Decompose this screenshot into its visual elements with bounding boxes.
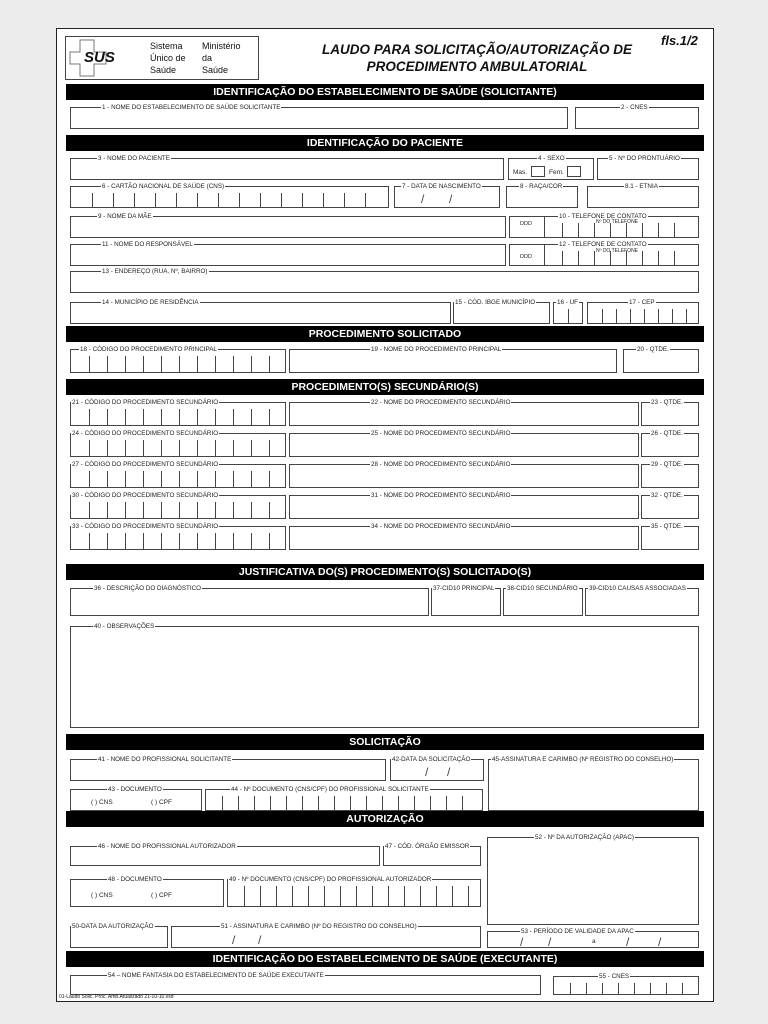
code-digit-divider <box>269 409 270 425</box>
code-digit-divider <box>233 533 234 549</box>
code-digit-divider <box>143 440 144 456</box>
code-digit-divider <box>143 409 144 425</box>
sus-brand: SUS <box>84 49 115 66</box>
sec-code-label: 24 - CÓDIGO DO PROCEDIMENTO SECUNDÁRIO <box>72 430 219 437</box>
code-digit-divider <box>161 409 162 425</box>
title-line1: LAUDO PARA SOLICITAÇÃO/AUTORIZAÇÃO DE <box>322 42 632 57</box>
sec-code-field[interactable] <box>70 492 286 519</box>
code-digit-divider <box>215 471 216 487</box>
section-secundarios: PROCEDIMENTO(S) SECUNDÁRIO(S) <box>66 379 704 395</box>
field-1[interactable] <box>70 104 568 129</box>
label-ddd-10: DDD <box>520 221 532 227</box>
field-8-1[interactable] <box>587 183 699 208</box>
field-40-observacoes[interactable] <box>70 623 699 728</box>
field-41[interactable] <box>70 756 386 781</box>
field-44[interactable] <box>205 786 483 811</box>
sec-qty-label: 32 - QTDE. <box>651 492 683 499</box>
cns-digit-divider <box>281 193 282 207</box>
label-11: 11 - NOME DO RESPONSÁVEL <box>102 241 193 248</box>
label-fem: Fem. <box>549 169 564 176</box>
label-8-1: 8.1 - ETNIA <box>625 183 658 190</box>
label-38: 38-CID10 SECUNDÁRIO <box>507 585 578 592</box>
label-44: 44 - Nº DOCUMENTO (CNS/CPF) DO PROFISSIONAL SOLICITANTE <box>231 786 429 793</box>
code-digit-divider <box>233 471 234 487</box>
sec-code-field[interactable] <box>70 430 286 457</box>
code-digit-divider <box>107 471 108 487</box>
code-digit-divider <box>107 409 108 425</box>
field-12[interactable] <box>509 241 699 266</box>
label-tel-10: Nº DO TELEFONE <box>596 219 639 225</box>
label-tel-12: Nº DO TELEFONE <box>596 248 639 254</box>
section-solicitante: IDENTIFICAÇÃO DO ESTABELECIMENTO DE SAÚDE (SOLICITANTE) <box>66 84 704 100</box>
label-52: 52 - Nº DA AUTORIZAÇÃO (APAC) <box>535 834 634 841</box>
form-title <box>287 41 667 75</box>
cns-digit-divider <box>302 193 303 207</box>
code-digit-divider <box>125 471 126 487</box>
sec-qty-field[interactable] <box>641 523 699 550</box>
code-digit-divider <box>215 533 216 549</box>
code-digit-divider <box>215 440 216 456</box>
sus-logo <box>65 36 259 80</box>
field-47[interactable] <box>383 843 481 866</box>
label-13: 13 - ENDEREÇO (RUA, Nº, BAIRRO) <box>102 268 208 275</box>
sec-code-field[interactable] <box>70 523 286 550</box>
logo-line3b: Saúde <box>202 65 229 75</box>
logo-line1a: Sistema <box>150 41 183 51</box>
label-5: 5 - Nº DO PRONTUÁRIO <box>609 155 680 162</box>
field-49[interactable] <box>227 876 481 907</box>
code-digit-divider <box>89 533 90 549</box>
field-45[interactable] <box>488 756 699 811</box>
option-cpf-43[interactable]: ( ) CPF <box>151 799 172 806</box>
code-digit-divider <box>179 471 180 487</box>
label-55: 55 - CNES <box>599 973 630 980</box>
field-37[interactable] <box>431 585 501 616</box>
label-4: 4 - SEXO <box>538 155 565 162</box>
section-justificativa: JUSTIFICATIVA DO(S) PROCEDIMENTO(S) SOLICITADO(S) <box>66 564 704 580</box>
sec-qty-field[interactable] <box>641 399 699 426</box>
code-digit-divider <box>251 471 252 487</box>
code-digit-divider <box>179 533 180 549</box>
code-digit-divider <box>197 440 198 456</box>
sec-code-label: 21 - CÓDIGO DO PROCEDIMENTO SECUNDÁRIO <box>72 399 219 406</box>
logo-line2b: da <box>202 53 213 63</box>
code-digit-divider <box>89 502 90 518</box>
sec-code-field[interactable] <box>70 461 286 488</box>
field-39[interactable] <box>585 585 699 616</box>
sec-name-label: 28 - NOME DO PROCEDIMENTO SECUNDÁRIO <box>371 461 511 468</box>
label-43: 43 - DOCUMENTO <box>108 786 162 793</box>
sec-name-label: 34 - NOME DO PROCEDIMENTO SECUNDÁRIO <box>371 523 511 530</box>
code-digit-divider <box>269 440 270 456</box>
label-42: 42-DATA DA SOLICITAÇÃO <box>392 756 471 763</box>
field-53[interactable]: 53 - PERÍODO DE VALIDADE DA APAC / / a / / <box>487 931 699 948</box>
code-digit-divider <box>251 440 252 456</box>
code-digit-divider <box>251 409 252 425</box>
label-7: 7 - DATA DE NASCIMENTO <box>402 183 481 190</box>
code-digit-divider <box>179 409 180 425</box>
code-digit-divider <box>179 502 180 518</box>
label-45: 45-ASSINATURA E CARIMBO (Nº REGISTRO DO CONSELHO) <box>492 756 674 763</box>
code-digit-divider <box>197 502 198 518</box>
option-cns-48[interactable]: ( ) CNS <box>91 892 113 899</box>
field-36[interactable] <box>70 585 429 616</box>
code-digit-divider <box>215 502 216 518</box>
option-cns-43[interactable]: ( ) CNS <box>91 799 113 806</box>
label-17: 17 - CEP <box>629 299 655 306</box>
field-16[interactable] <box>553 299 583 324</box>
code-digit-divider <box>125 533 126 549</box>
code-digit-divider <box>197 471 198 487</box>
code-digit-divider <box>161 471 162 487</box>
sec-name-field[interactable] <box>289 399 639 426</box>
page-number: fls.1/2 <box>661 33 698 48</box>
label-48: 48 - DOCUMENTO <box>108 876 162 883</box>
code-digit-divider <box>107 533 108 549</box>
field-2-cnes[interactable] <box>575 104 699 129</box>
label-ddd-12: DDD <box>520 254 532 260</box>
code-digit-divider <box>89 409 90 425</box>
section-paciente: IDENTIFICAÇÃO DO PACIENTE <box>66 135 704 151</box>
logo-line1b: Ministério <box>202 41 241 51</box>
cns-digit-divider <box>344 193 345 207</box>
code-digit-divider <box>125 440 126 456</box>
label-1: 1 - NOME DO ESTABELECIMENTO DE SAÚDE SOLICITANTE <box>102 104 281 111</box>
sec-qty-field[interactable] <box>641 430 699 457</box>
label-46: 46 - NOME DO PROFISSIONAL AUTORIZADOR <box>98 843 236 850</box>
ministerio-text <box>202 40 241 76</box>
sec-name-field[interactable] <box>289 461 639 488</box>
sec-qty-field[interactable] <box>641 492 699 519</box>
label-50: 50-DATA DA AUTORIZAÇÃO <box>72 923 154 930</box>
form-page <box>56 28 714 1002</box>
cns-digit-divider <box>323 193 324 207</box>
field-46[interactable] <box>70 843 380 866</box>
sec-qty-label: 35 - QTDE. <box>651 523 683 530</box>
field-20[interactable] <box>623 346 699 373</box>
cns-digit-divider <box>365 193 366 207</box>
field-14[interactable] <box>70 299 451 324</box>
cns-digit-divider <box>113 193 114 207</box>
sec-qty-label: 26 - QTDE. <box>651 430 683 437</box>
cns-digit-divider <box>176 193 177 207</box>
sec-code-label: 27 - CÓDIGO DO PROCEDIMENTO SECUNDÁRIO <box>72 461 219 468</box>
field-50[interactable] <box>70 923 168 948</box>
code-digit-divider <box>269 533 270 549</box>
cns-digit-divider <box>92 193 93 207</box>
field-15[interactable] <box>453 299 550 324</box>
code-digit-divider <box>125 502 126 518</box>
sec-qty-label: 23 - QTDE. <box>651 399 683 406</box>
field-54[interactable] <box>70 972 541 995</box>
code-digit-divider <box>107 502 108 518</box>
code-digit-divider <box>143 471 144 487</box>
cns-digit-divider <box>260 193 261 207</box>
sec-name-field[interactable] <box>289 430 639 457</box>
label-41: 41 - NOME DO PROFISSIONAL SOLICITANTE <box>98 756 232 763</box>
code-digit-divider <box>269 471 270 487</box>
code-digit-divider <box>161 533 162 549</box>
field-3[interactable] <box>70 155 504 180</box>
code-digit-divider <box>233 409 234 425</box>
section-solicitacao: SOLICITAÇÃO <box>66 734 704 750</box>
code-digit-divider <box>269 502 270 518</box>
field-4-sexo[interactable] <box>508 155 594 180</box>
code-digit-divider <box>107 440 108 456</box>
field-19[interactable] <box>289 346 617 373</box>
checkbox-fem[interactable] <box>567 166 581 177</box>
field-18[interactable] <box>70 346 286 373</box>
label-54: 54 – NOME FANTASIA DO ESTABELECIMENTO DE SAÚDE EXECUTANTE <box>108 972 324 979</box>
field-38[interactable] <box>503 585 583 616</box>
code-digit-divider <box>197 409 198 425</box>
cns-digit-divider <box>155 193 156 207</box>
label-37: 37-CID10 PRINCIPAL <box>433 585 495 592</box>
sec-name-label: 25 - NOME DO PROCEDIMENTO SECUNDÁRIO <box>371 430 511 437</box>
title-line2: PROCEDIMENTO AMBULATORIAL <box>366 59 588 74</box>
sec-code-field[interactable] <box>70 399 286 426</box>
label-20: 20 - QTDE. <box>637 346 669 353</box>
sistema-text <box>150 40 186 76</box>
section-executante: IDENTIFICAÇÃO DO ESTABELECIMENTO DE SAÚDE (EXECUTANTE) <box>66 951 704 967</box>
label-40: 40 - OBSERVAÇÕES <box>94 623 155 630</box>
label-53: 53 - PERÍODO DE VALIDADE DA APAC <box>521 928 634 935</box>
section-procedimento: PROCEDIMENTO SOLICITADO <box>66 326 704 342</box>
footer-text: 01-Laudo Solic. Proc. Amb.Atualizado 21-10-10.vsd <box>59 994 174 1000</box>
label-14: 14 - MUNICÍPIO DE RESIDÊNCIA <box>102 299 199 306</box>
field-17-cep[interactable] <box>587 299 699 324</box>
cns-digit-divider <box>239 193 240 207</box>
code-digit-divider <box>251 533 252 549</box>
label-51: 51 - ASSINATURA E CARIMBO (Nº DO REGISTRO DO CONSELHO) <box>221 923 417 930</box>
field-51[interactable]: 51 - ASSINATURA E CARIMBO (Nº DO REGISTRO DO CONSELHO) / / <box>171 926 481 948</box>
sec-qty-label: 29 - QTDE. <box>651 461 683 468</box>
label-53-a: a <box>592 938 596 945</box>
code-digit-divider <box>89 471 90 487</box>
section-autorizacao: AUTORIZAÇÃO <box>66 811 704 827</box>
label-49: 49 - Nº DOCUMENTO (CNS/CPF) DO PROFISSIONAL AUTORIZADOR <box>229 876 432 883</box>
label-36: 36 - DESCRIÇÃO DO DIAGNÓSTICO <box>94 585 202 592</box>
code-digit-divider <box>179 440 180 456</box>
option-cpf-48[interactable]: ( ) CPF <box>151 892 172 899</box>
field-8[interactable] <box>506 183 578 208</box>
label-8: 8 - RAÇA/COR <box>520 183 563 190</box>
field-5[interactable] <box>597 155 699 180</box>
sec-name-field[interactable] <box>289 523 639 550</box>
code-digit-divider <box>215 409 216 425</box>
field-10[interactable] <box>509 213 699 238</box>
label-6: 6 - CARTÃO NACIONAL DE SAÚDE (CNS) <box>102 183 225 190</box>
field-7[interactable]: 7 - DATA DE NASCIMENTO / / <box>394 186 500 208</box>
logo-line2a: Único de <box>150 53 186 63</box>
label-19: 19 - NOME DO PROCEDIMENTO PRINCIPAL <box>371 346 502 353</box>
label-3: 3 - NOME DO PACIENTE <box>98 155 170 162</box>
code-digit-divider <box>143 533 144 549</box>
code-digit-divider <box>233 440 234 456</box>
sec-name-label: 22 - NOME DO PROCEDIMENTO SECUNDÁRIO <box>371 399 511 406</box>
cns-digit-divider <box>134 193 135 207</box>
label-47: 47 - CÓD. ÓRGÃO EMISSOR <box>385 843 470 850</box>
code-digit-divider <box>251 502 252 518</box>
label-9: 9 - NOME DA MÃE <box>98 213 152 220</box>
label-2: 2 - CNES <box>621 104 648 111</box>
label-mas: Mas. <box>513 169 528 176</box>
code-digit-divider <box>161 502 162 518</box>
field-43[interactable] <box>70 786 202 811</box>
cns-digit-divider <box>218 193 219 207</box>
label-18: 18 - CÓDIGO DO PROCEDIMENTO PRINCIPAL <box>80 346 217 353</box>
label-15: 15 - CÓD. IBGE MUNICÍPIO <box>455 299 536 306</box>
label-12: 12 - TELEFONE DE CONTATO <box>559 241 647 248</box>
field-55-cnes[interactable] <box>553 973 699 995</box>
cns-segments <box>71 187 388 207</box>
code-digit-divider <box>161 440 162 456</box>
sec-qty-field[interactable] <box>641 461 699 488</box>
field-52[interactable] <box>487 834 699 925</box>
logo-line3a: Saúde <box>150 65 177 75</box>
label-10: 10 - TELEFONE DE CONTATO <box>559 213 647 220</box>
code-digit-divider <box>89 440 90 456</box>
sec-name-field[interactable] <box>289 492 639 519</box>
checkbox-mas[interactable] <box>531 166 545 177</box>
field-13[interactable] <box>70 268 699 293</box>
label-39: 39-CID10 CAUSAS ASSOCIADAS <box>589 585 686 592</box>
field-11[interactable] <box>70 241 506 266</box>
field-48[interactable] <box>70 876 224 907</box>
field-6-cns[interactable] <box>70 183 389 208</box>
code-digit-divider <box>197 533 198 549</box>
field-42[interactable]: 42-DATA DA SOLICITAÇÃO / / <box>390 759 484 781</box>
sec-code-label: 30 - CÓDIGO DO PROCEDIMENTO SECUNDÁRIO <box>72 492 219 499</box>
field-9[interactable] <box>70 213 506 238</box>
sec-name-label: 31 - NOME DO PROCEDIMENTO SECUNDÁRIO <box>371 492 511 499</box>
cns-digit-divider <box>197 193 198 207</box>
code-digit-divider <box>143 502 144 518</box>
sec-code-label: 33 - CÓDIGO DO PROCEDIMENTO SECUNDÁRIO <box>72 523 219 530</box>
label-16: 16 - UF <box>557 299 578 306</box>
code-digit-divider <box>233 502 234 518</box>
code-digit-divider <box>125 409 126 425</box>
